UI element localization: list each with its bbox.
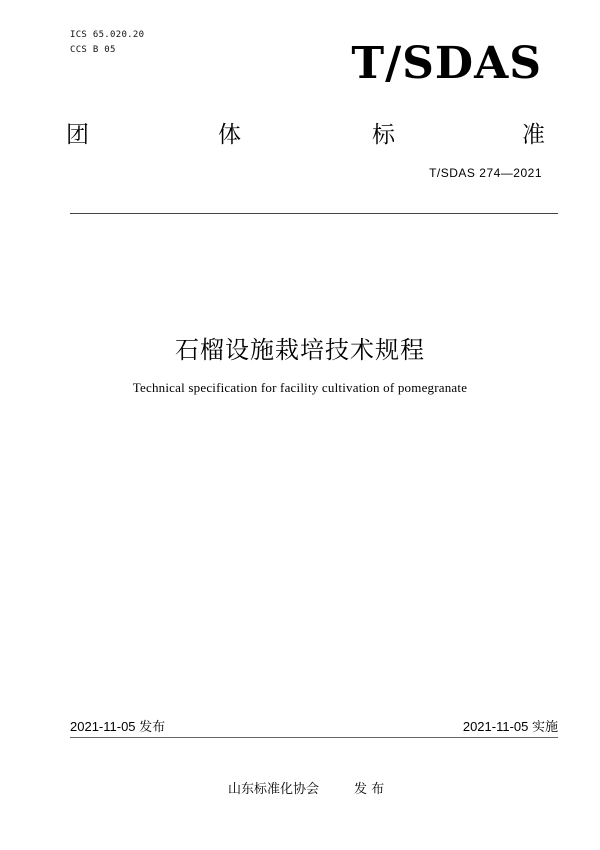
- title-chinese: 石榴设施栽培技术规程: [175, 336, 425, 364]
- header-divider: [70, 213, 558, 214]
- footer-divider: [70, 737, 558, 738]
- category-char-3: 标: [372, 122, 395, 148]
- ics-code: ICS 65.020.20: [70, 30, 145, 40]
- category-char-2: 体: [218, 122, 241, 148]
- issuing-organization: 山东标准化协会: [228, 782, 320, 797]
- category-char-4: 准: [522, 122, 545, 148]
- issue-date: 2021-11-05 发布: [70, 719, 166, 734]
- ccs-code: CCS B 05: [70, 45, 116, 55]
- standard-logo: T/SDAS: [351, 38, 542, 89]
- implementation-date: 2021-11-05 实施: [462, 719, 558, 734]
- title-english: Technical specification for facility cultivation of pomegranate: [132, 380, 468, 395]
- category-char-1: 团: [66, 122, 89, 148]
- standard-number: T/SDAS 274—2021: [429, 166, 542, 180]
- issue-action: 发 布: [354, 782, 385, 797]
